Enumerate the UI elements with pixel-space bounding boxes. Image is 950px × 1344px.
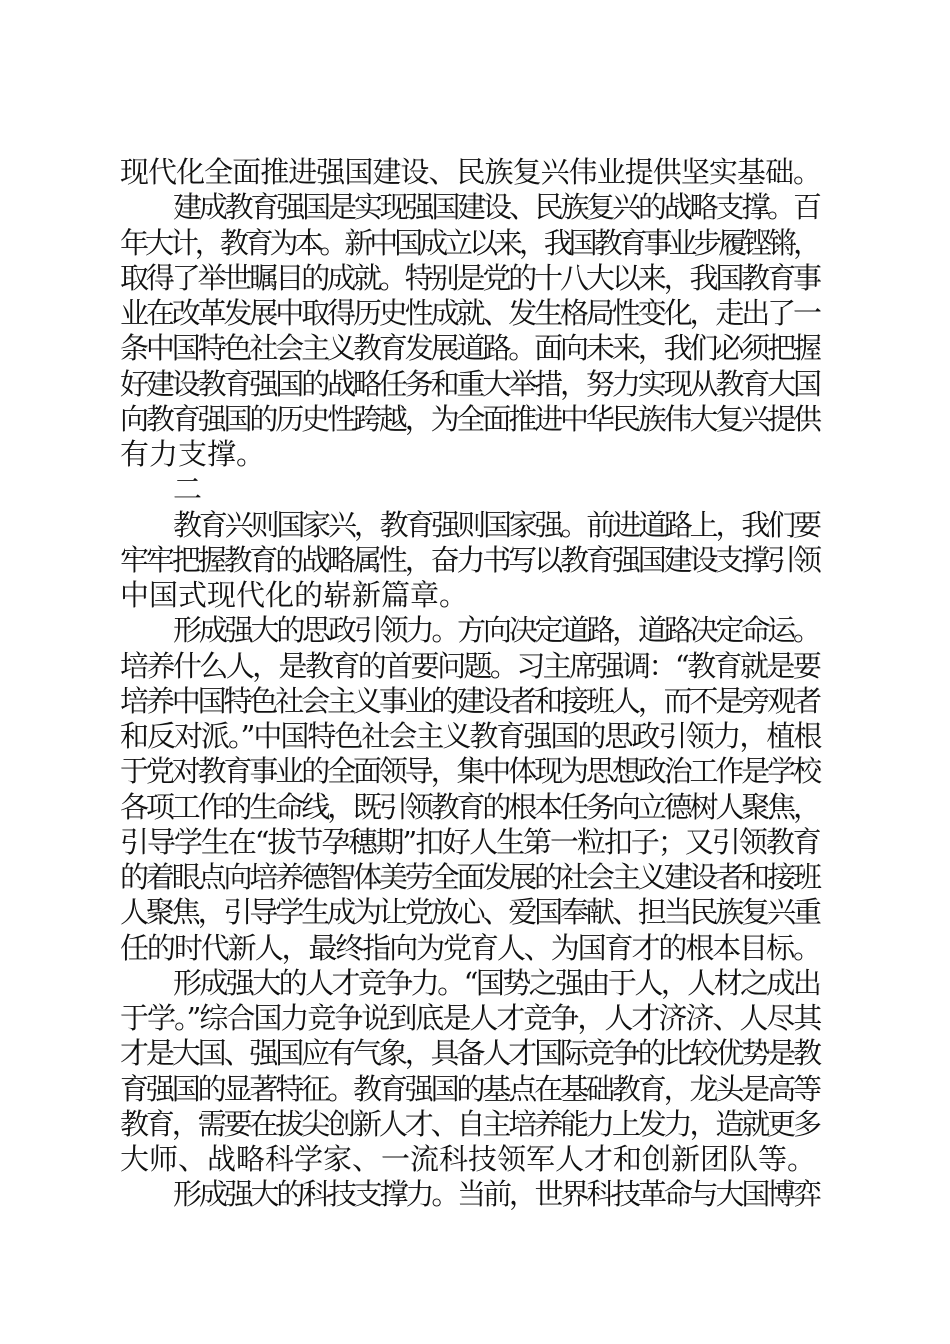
text-line: 好建设教育强国的战略任务和重大举措，努力实现从教育大国	[120, 366, 819, 401]
text-line: 才是大国、强国应有气象，具备人才国际竞争的比较优势是教	[120, 1036, 819, 1071]
text-line: 人聚焦，引导学生成为让党放心、爱国奉献、担当民族复兴重	[120, 895, 819, 930]
text-line: 现代化全面推进强国建设、民族复兴伟业提供坚实基础。	[120, 155, 822, 189]
text-line: 业在改革发展中取得历史性成就、发生格局性变化，走出了一	[120, 296, 819, 330]
paragraph-first-line: 形成强大的科技支撑力。当前，世界科技革命与大国博弈	[173, 1177, 819, 1212]
text-line: 育强国的显著特征。教育强国的基点在基础教育，龙头是高等	[120, 1071, 819, 1106]
text-line: 培养中国特色社会主义事业的建设者和接班人，而不是旁观者	[120, 683, 819, 718]
text-line: 于党对教育事业的全面领导，集中体现为思想政治工作是学校	[120, 754, 819, 789]
text-line: 的着眼点向培养德智体美劳全面发展的社会主义建设者和接班	[120, 860, 819, 894]
text-line: 教育，需要在拔尖创新人才、自主培养能力上发力，造就更多	[120, 1106, 819, 1141]
text-line: 和反对派。”中国特色社会主义教育强国的思政引领力，植根	[120, 719, 821, 753]
paragraph-first-line: 形成强大的人才竞争力。“国势之强由于人，人材之成出	[173, 965, 820, 1000]
paragraph-first-line: 建成教育强国是实现强国建设、民族复兴的战略支撑。百	[173, 190, 819, 225]
paragraph-first-line: 形成强大的思政引领力。方向决定道路，道路决定命运。	[173, 613, 819, 648]
text-line: 取得了举世瞩目的成就。特别是党的十八大以来，我国教育事	[120, 260, 819, 295]
text-line: 大师、战略科学家、一流科技领军人才和创新团队等。	[120, 1142, 817, 1176]
text-line: 牢牢把握教育的战略属性，奋力书写以教育强国建设支撑引领	[120, 542, 819, 577]
text-line: 有力支撑。	[120, 437, 266, 471]
text-line: 培养什么人，是教育的首要问题。习主席强调：“教育就是要	[120, 648, 820, 683]
text-line: 于学。”综合国力竞争说到底是人才竞争，人才济济、人尽其	[120, 1001, 821, 1035]
text-line: 中国式现代化的崭新篇章。	[120, 578, 469, 612]
text-line: 向教育强国的历史性跨越，为全面推进中华民族伟大复兴提供	[120, 401, 819, 436]
text-line: 年大计，教育为本。新中国成立以来，我国教育事业步履铿锵，	[120, 225, 818, 260]
text-line: 各项工作的生命线，既引领教育的根本任务向立德树人聚焦，	[120, 789, 819, 824]
paragraph-first-line: 二	[173, 472, 203, 507]
paragraph-first-line: 教育兴则国家兴，教育强则国家强。前进道路上，我们要	[173, 507, 819, 542]
text-line: 引导学生在“拔节孕穗期”扣好人生第一粒扣子；又引领教育	[120, 824, 820, 859]
text-line: 任的时代新人，最终指向为党育人、为国育才的根本目标。	[120, 930, 820, 965]
text-line: 条中国特色社会主义教育发展道路。面向未来，我们必须把握	[120, 331, 819, 366]
